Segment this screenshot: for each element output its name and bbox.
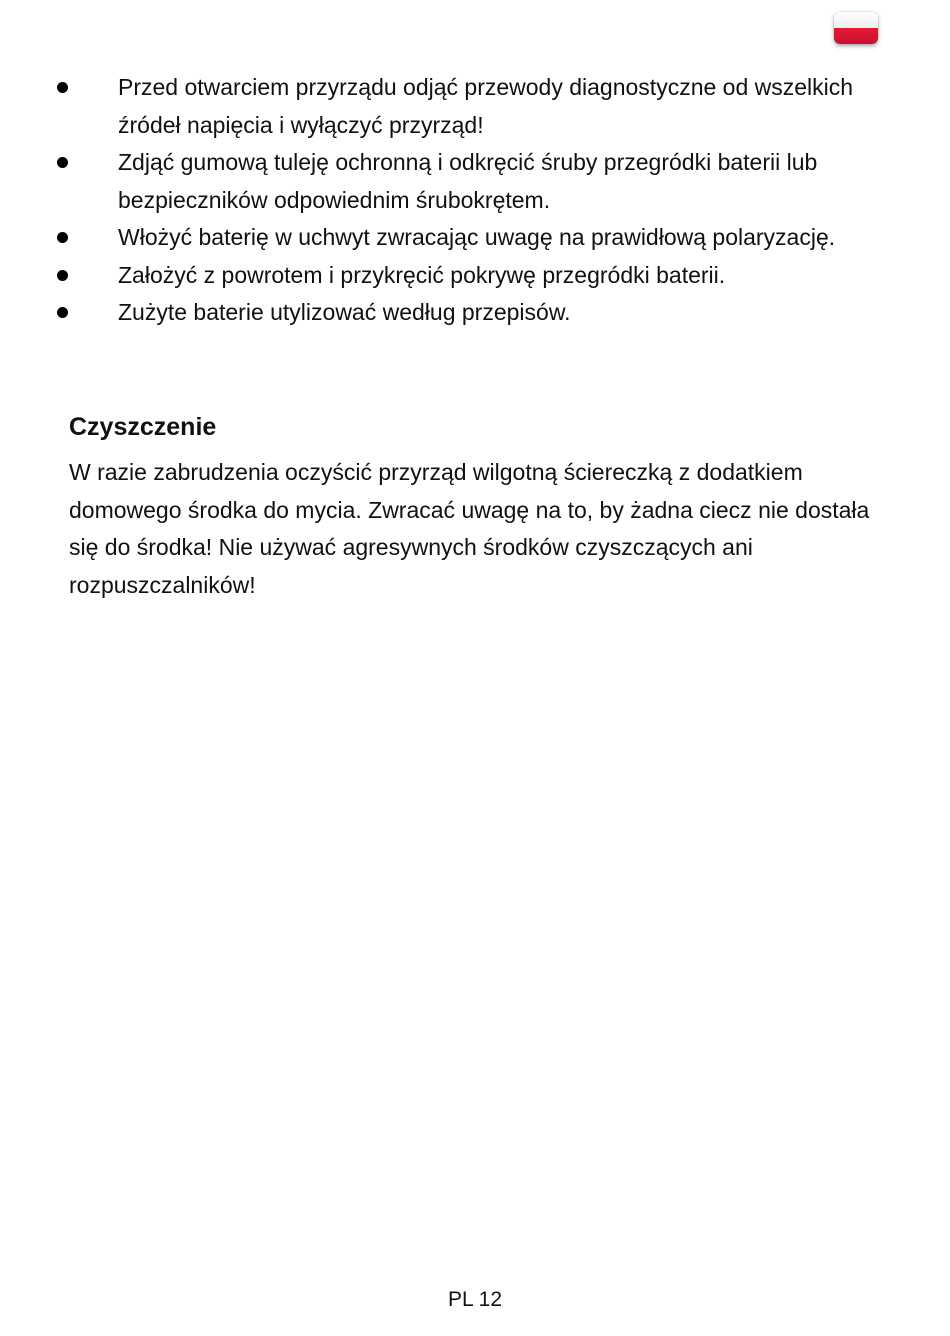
bullet-icon: [57, 157, 68, 168]
section-heading: Czyszczenie: [69, 413, 217, 441]
list-item: [0, 144, 950, 219]
flag-white-stripe: [834, 12, 878, 28]
instruction-list: [0, 69, 950, 332]
list-item: [0, 69, 950, 144]
section-paragraph: W razie zabrudzenia oczyścić przyrząd wilgotną ściereczką z dodatkiem domowego środka do mycia. Zwracać uwagę na to, by żadna ciecz nie dostała się do środka! Nie używać agresywnych środków czyszczących ani rozpuszczalników!: [69, 459, 870, 598]
flag-red-stripe: [834, 28, 878, 44]
list-item-text: Włożyć baterię w uchwyt zwracając uwagę na prawidłową polaryzację.: [118, 224, 836, 250]
bullet-icon: [57, 232, 68, 243]
poland-flag-icon: [834, 12, 878, 44]
page-number: PL 12: [447, 1288, 503, 1311]
bullet-icon: [57, 307, 68, 318]
list-item: [0, 257, 950, 295]
list-item: [0, 219, 950, 257]
list-item-text: Zdjąć gumową tuleję ochronną i odkręcić śruby przegródki baterii lub bezpieczników odpowiednim śrubokrętem.: [118, 149, 818, 213]
bullet-icon: [57, 270, 68, 281]
list-item-text: Założyć z powrotem i przykręcić pokrywę przegródki baterii.: [118, 261, 726, 288]
list-item: [0, 294, 950, 332]
cleaning-section: [69, 408, 889, 604]
list-item-text: Przed otwarciem przyrządu odjąć przewody diagnostyczne od wszelkich źródeł napięcia i wyłączyć przyrząd!: [118, 74, 854, 138]
list-item-text: Zużyte baterie utylizować według przepisów.: [118, 299, 571, 325]
bullet-icon: [57, 82, 68, 93]
